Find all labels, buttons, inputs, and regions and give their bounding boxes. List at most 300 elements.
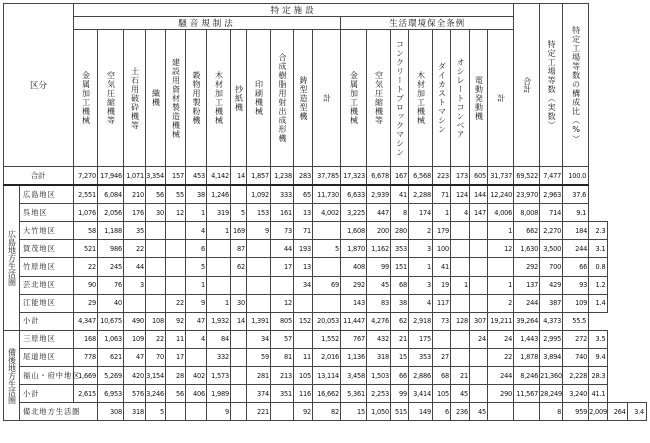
region-group-label: 広島地方生活圏 [4,185,20,330]
table-row [4,276,647,294]
table-cell: 4,142 [207,167,231,186]
table-cell: 71 [294,222,313,240]
table-cell: 38 [186,185,207,204]
table-cell [146,294,166,312]
table-cell [146,222,166,240]
table-cell: 137 [514,276,540,294]
table-cell: 149 [409,403,433,421]
table-cell: 1,443 [514,330,540,348]
row-label: 広島地区 [20,185,74,204]
table-cell [271,276,294,294]
table-cell: 1,391 [247,312,271,330]
table-cell: 161 [271,204,294,222]
table-cell: 14 [231,312,247,330]
table-cell: 319 [207,204,231,222]
table-cell: 318 [124,403,146,421]
table-cell: 41 [391,185,409,204]
table-cell: 2,551 [74,185,98,204]
table-cell: 2 [409,222,433,240]
table-cell: 153 [247,204,271,222]
table-cell: 2,963 [540,185,563,204]
table-cell: 100.0 [563,167,589,186]
table-cell: 11 [294,348,313,366]
table-cell: 56 [166,385,186,403]
table-cell: 56 [146,185,166,204]
table-cell: 39,264 [514,312,540,330]
table-cell [124,294,146,312]
table-cell: 6 [433,403,451,421]
table-cell: 213 [271,367,294,385]
table-cell: 662 [514,222,540,240]
table-cell: 45 [367,276,391,294]
table-cell: 168 [74,330,98,348]
table-cell: 2,615 [74,385,98,403]
table-cell: 1 [488,222,514,240]
table-row [4,185,647,204]
table-cell: 30 [231,294,247,312]
table-cell: 1,878 [514,348,540,366]
table-cell: 1 [409,258,433,276]
table-cell: 14 [231,167,247,186]
table-cell [433,330,451,348]
table-cell: 605 [470,167,488,186]
table-cell: 47 [186,312,207,330]
table-cell: 1,608 [341,222,367,240]
table-cell: 92 [166,312,186,330]
env-col-header: 木材加工機械 [409,30,433,167]
table-cell [207,240,231,258]
table-cell: 69,522 [514,167,540,186]
table-cell: 13 [294,258,313,276]
table-cell: 332 [207,348,231,366]
table-cell: 193 [294,240,313,258]
table-cell: 4 [186,330,207,348]
table-cell: 38 [391,294,409,312]
table-cell: 8,246 [514,367,540,385]
table-cell: 245 [98,258,124,276]
row-label: 尾道地区 [20,348,74,366]
table-cell: 1,092 [247,185,271,204]
table-cell [470,240,488,258]
table-cell: 128 [451,312,470,330]
table-cell [247,258,271,276]
env-col-header: 空気圧縮機等 [367,30,391,167]
noise-col-header: 金属加工機械 [74,30,98,167]
table-cell: 3,500 [540,240,563,258]
table-cell: 1,050 [367,403,391,421]
table-cell: 81 [271,348,294,366]
table-cell: 66 [391,367,409,385]
table-cell: 986 [98,240,124,258]
env-col-header: 電動発動機 [470,30,488,167]
noise-col-header: 織機 [146,30,166,167]
table-cell [247,240,271,258]
table-cell: 11,567 [514,385,540,403]
table-cell: 1,503 [367,367,391,385]
table-cell: 23,970 [514,185,540,204]
table-cell: 8 [540,403,563,421]
table-cell [470,385,488,403]
table-cell: 9 [207,403,231,421]
facility-statistics-table [3,3,647,421]
table-cell: 24 [488,330,514,348]
table-cell: 283 [294,167,313,186]
table-cell: 15 [391,348,409,366]
table-cell: 2,009 [589,403,608,421]
table-cell: 174 [409,204,433,222]
table-cell: 2,016 [313,348,341,366]
table-cell: 68 [433,367,451,385]
table-cell: 1 [433,204,451,222]
table-cell: 5,361 [341,385,367,403]
table-cell: 44 [124,258,146,276]
table-cell [186,348,207,366]
table-cell [231,385,247,403]
table-cell: 1 [451,276,470,294]
table-cell: 169 [231,222,247,240]
table-cell: 173 [451,167,470,186]
table-cell: 11,730 [313,185,341,204]
table-cell: 13,114 [313,367,341,385]
table-cell: 2.3 [589,222,608,240]
table-cell: 41.1 [589,385,608,403]
table-cell: 28,249 [540,385,563,403]
table-cell: 15 [341,403,367,421]
table-cell: 1,989 [207,385,231,403]
table-cell: 778 [74,348,98,366]
table-row [4,330,647,348]
table-cell: 28.3 [589,367,608,385]
table-cell: 11,447 [341,312,367,330]
table-cell: 22 [488,348,514,366]
table-cell: 1 [207,222,231,240]
table-cell: 1.2 [589,276,608,294]
table-cell: 244 [563,240,589,258]
table-cell [166,222,186,240]
table-cell: 236 [451,403,470,421]
table-cell: 4,373 [540,312,563,330]
factories-header: 特定工場等数（実数） [540,4,563,167]
table-cell: 4 [409,294,433,312]
table-row [4,367,647,385]
table-cell: 1,857 [247,167,271,186]
table-cell: 5 [231,204,247,222]
table-cell: 420 [124,367,146,385]
table-cell: 6,568 [409,167,433,186]
table-cell: 307 [470,312,488,330]
table-cell: 221 [247,403,271,421]
table-cell: 406 [186,385,207,403]
table-cell [271,403,294,421]
table-cell: 70 [146,348,166,366]
table-cell: 4 [186,222,207,240]
table-cell: 1 [186,204,207,222]
table-row [4,167,647,186]
table-cell: 6 [186,240,207,258]
table-cell: 8 [391,204,409,222]
table-cell: 8,008 [514,204,540,222]
table-cell: 2 [488,294,514,312]
table-cell: 176 [124,204,146,222]
table-cell: 45 [451,385,470,403]
table-cell: 17,946 [98,167,124,186]
table-cell: 280 [391,222,409,240]
table-cell: 11 [166,330,186,348]
table-cell: 2,253 [367,385,391,403]
table-cell: 281 [247,367,271,385]
table-cell: 621 [98,348,124,366]
table-cell: 272 [563,330,589,348]
table-cell: 3.4 [627,403,646,421]
table-cell: 28 [166,367,186,385]
table-cell: 3,354 [146,167,166,186]
table-cell [231,367,247,385]
table-cell: 19 [433,276,451,294]
table-cell [166,240,186,258]
table-cell [207,276,231,294]
table-cell [231,330,247,348]
table-cell: 5 [313,240,341,258]
table-cell: 521 [74,240,98,258]
special-facility-header: 特定施設 [74,4,514,17]
table-cell [294,330,313,348]
table-cell [470,276,488,294]
noise-col-header: 合成樹脂用射出成形機 [271,30,294,167]
table-cell [186,403,207,421]
table-cell: 244 [514,294,540,312]
table-cell: 223 [433,167,451,186]
table-cell: 9.1 [563,204,589,222]
table-cell: 1,573 [207,367,231,385]
table-cell: 1.4 [589,294,608,312]
table-cell: 353 [409,348,433,366]
table-cell: 6,953 [98,385,124,403]
table-cell: 3,240 [563,385,589,403]
table-cell: 59 [247,348,271,366]
table-cell [488,403,514,421]
table-cell: 157 [166,167,186,186]
table-cell [166,276,186,294]
table-cell [470,294,488,312]
table-cell: 152 [294,312,313,330]
table-cell: 1,162 [367,240,391,258]
table-cell: 144 [470,185,488,204]
table-cell: 2,918 [409,312,433,330]
table-cell: 6,084 [98,185,124,204]
table-cell: 1,870 [341,240,367,258]
table-cell: 5,269 [98,367,124,385]
table-cell: 92 [294,403,313,421]
table-cell: 387 [540,294,563,312]
table-cell [166,258,186,276]
row-label: 芸北地区 [20,276,74,294]
table-cell [470,222,488,240]
table-cell: 2,056 [98,204,124,222]
row-label: 三原地区 [20,330,74,348]
table-cell: 453 [186,167,207,186]
table-cell: 290 [488,385,514,403]
table-cell: 175 [409,330,433,348]
table-cell [488,258,514,276]
table-cell: 82 [313,403,341,421]
table-cell: 73 [271,222,294,240]
table-cell: 9.4 [589,348,608,366]
table-cell: 2,995 [540,330,563,348]
table-cell: 714 [540,204,563,222]
table-cell: 4,006 [488,204,514,222]
table-cell: 21 [451,367,470,385]
table-cell [313,222,341,240]
table-cell [451,294,470,312]
table-cell: 1,669 [74,367,98,385]
table-cell: 44 [271,240,294,258]
table-cell: 374 [247,385,271,403]
table-cell: 41 [433,258,451,276]
table-row [4,294,647,312]
table-cell: 34 [294,276,313,294]
table-cell: 27 [433,348,451,366]
table-cell: 21,360 [540,367,563,385]
table-cell: 3.1 [589,240,608,258]
table-cell: 2,939 [367,185,391,204]
table-row [4,222,647,240]
table-cell [451,222,470,240]
table-cell: 1,063 [98,330,124,348]
table-cell: 2,288 [409,185,433,204]
table-cell: 1,238 [271,167,294,186]
table-cell: 700 [540,258,563,276]
table-cell: 515 [391,403,409,421]
table-cell: 1 [488,276,514,294]
table-cell: 1 [186,276,207,294]
total-header: 合計 [514,4,540,167]
table-cell: 151 [391,258,409,276]
table-cell: 124 [451,185,470,204]
table-cell: 318 [367,348,391,366]
noise-col-header: 印刷機械 [247,30,271,167]
table-cell [146,258,166,276]
noise-law-header: 騒音規制法 [74,17,341,30]
table-cell: 5 [186,258,207,276]
table-cell: 55 [166,185,186,204]
table-cell: 37,785 [313,167,341,186]
table-cell: 22 [74,258,98,276]
table-cell: 24 [470,330,488,348]
table-cell: 447 [367,204,391,222]
table-row [4,385,647,403]
row-label: 竹原地区 [20,258,74,276]
table-cell: 12 [488,240,514,258]
table-cell: 73 [433,312,451,330]
table-cell: 34 [247,330,271,348]
table-cell: 12,240 [488,185,514,204]
table-cell: 45 [470,403,488,421]
table-cell: 402 [186,367,207,385]
table-cell [247,276,271,294]
noise-subtotal-header: 計 [313,30,341,167]
table-cell: 3 [409,240,433,258]
table-cell: 109 [563,294,589,312]
table-cell: 105 [433,385,451,403]
table-cell: 1,076 [74,204,98,222]
table-cell: 57 [271,330,294,348]
table-row [4,403,647,421]
table-cell: 1,071 [124,167,146,186]
table-cell: 83 [367,294,391,312]
table-cell: 17 [166,348,186,366]
table-cell: 19,211 [488,312,514,330]
table-cell: 13 [294,204,313,222]
table-cell: 40 [98,294,124,312]
table-cell: 69 [313,276,341,294]
table-cell: 805 [271,312,294,330]
row-label: 備北地方生活圏 [20,403,98,421]
table-cell [166,403,186,421]
noise-col-header: 穀物用製粉機 [186,30,207,167]
table-cell: 21 [391,330,409,348]
table-cell: 1,932 [207,312,231,330]
table-row [4,204,647,222]
table-cell: 7,477 [540,167,563,186]
table-cell: 143 [341,294,367,312]
table-cell: 0.8 [589,258,608,276]
table-cell: 71 [433,185,451,204]
table-cell: 333 [271,185,294,204]
noise-col-header: 建設用資材製造機械 [166,30,186,167]
table-cell: 87 [231,240,247,258]
table-cell: 292 [341,276,367,294]
noise-col-header: 鋳型造型機 [294,30,313,167]
table-cell: 100 [433,240,451,258]
table-cell: 3,894 [540,348,563,366]
env-subtotal-header: 計 [488,30,514,167]
table-cell: 4 [451,204,470,222]
table-cell: 767 [341,330,367,348]
table-cell: 6,678 [367,167,391,186]
table-cell: 37.6 [563,185,589,204]
table-cell: 20,053 [313,312,341,330]
table-cell: 109 [124,330,146,348]
env-col-header: コンクリートブロックマシン [391,30,409,167]
table-cell: 35 [124,222,146,240]
table-cell: 17,323 [341,167,367,186]
table-cell: 22 [124,240,146,258]
table-cell: 432 [367,330,391,348]
env-ordinance-header: 生活環境保全条例 [341,17,514,30]
table-row [4,240,647,258]
table-cell [207,258,231,276]
row-label: 小計 [20,312,74,330]
table-cell: 108 [146,312,166,330]
table-cell: 308 [98,403,124,421]
row-label: 福山・府中地区 [20,367,74,385]
table-cell [231,403,247,421]
table-cell: 1,246 [207,185,231,204]
table-cell [247,294,271,312]
table-cell: 99 [391,385,409,403]
table-cell: 31,737 [488,167,514,186]
env-col-header: 金属加工機械 [341,30,367,167]
table-cell [294,294,313,312]
table-cell: 264 [608,403,627,421]
ratio-header: 特定工場等数の構成比（%） [563,4,589,167]
table-cell: 22 [146,330,166,348]
row-label: 大竹地区 [20,222,74,240]
table-cell [313,294,341,312]
table-cell: 117 [433,294,451,312]
table-cell: 76 [98,276,124,294]
table-cell: 1,136 [341,348,367,366]
